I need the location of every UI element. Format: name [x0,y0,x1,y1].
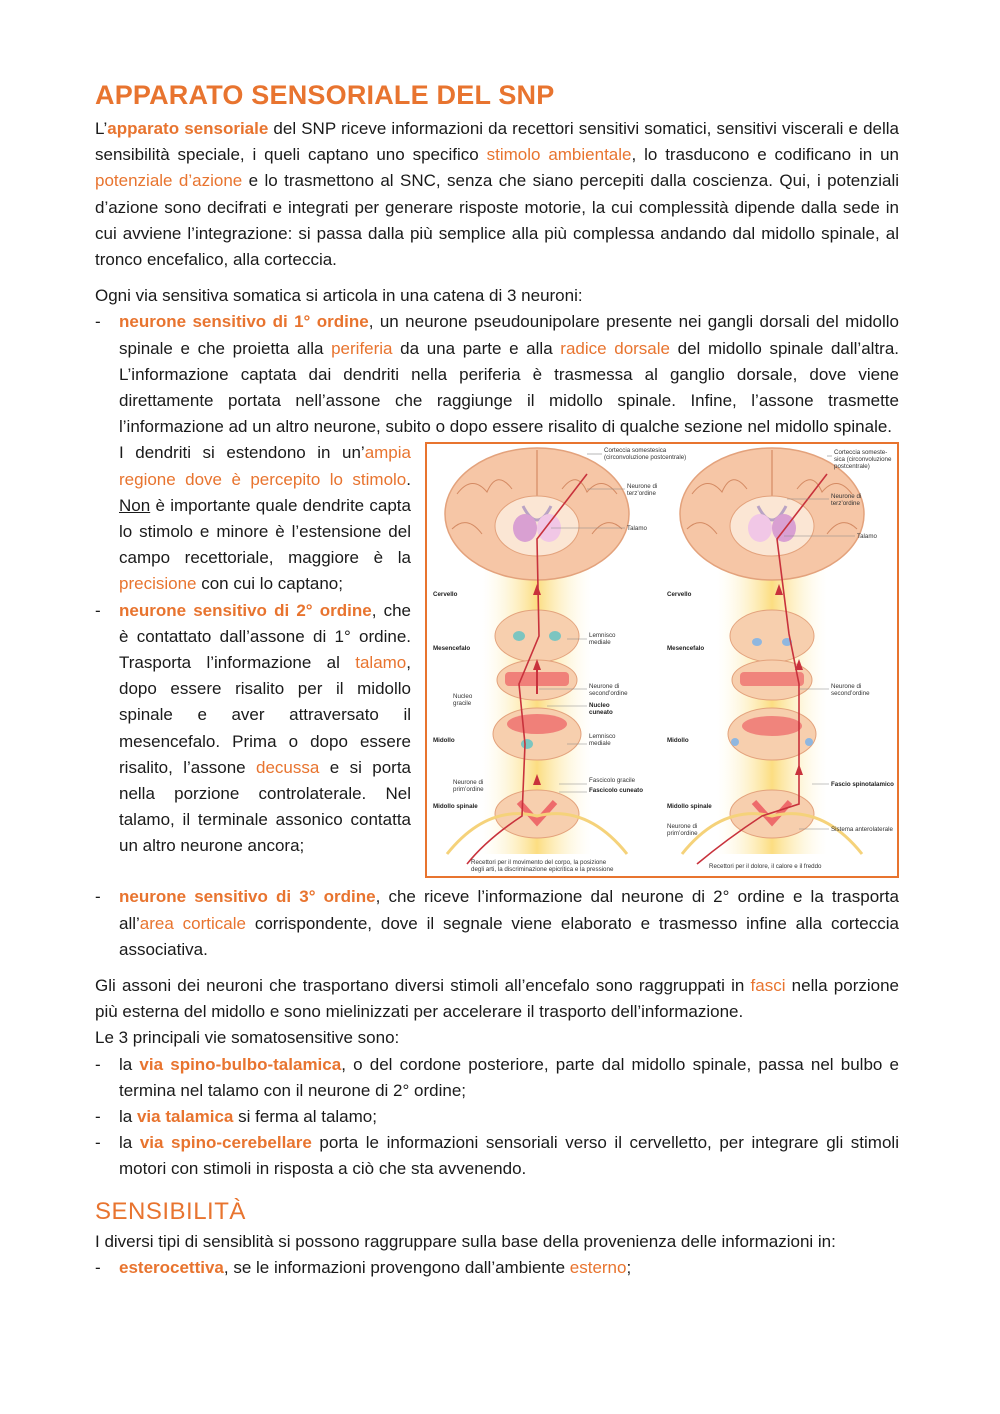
label-right-anterolateral: Sistema anterolaterale [831,826,893,834]
label-right-thalamus: Talamo [857,533,877,541]
svg-text:postcentrale): postcentrale) [834,463,870,471]
label-right-receptors: Recettori per il dolore, il calore e il freddo [709,863,822,871]
list-item-neuron-2: - neurone sensitivo di 2° ordine, che è contattato dall’assone di 1° ordine. Trasporta l’informazione al talamo, dopo essere risalito per il midollo spinale e aver attraversato il mesencefalo. Prima o dopo essere risalito, l’assone decussa e si porta nella porzione controlaterale. Nel talamo, il terminale assonico contatta un altro neurone ancora; [95,598,899,860]
svg-text:degli arti, la discriminazione: degli arti, la discriminazione epicritica e la pressione [471,866,614,874]
svg-text:mediale: mediale [589,740,611,748]
svg-text:gracile: gracile [453,700,472,708]
label-left-fgracilis: Fascicolo gracile [589,777,636,785]
label-left-spinal: Midollo spinale [433,803,478,811]
label-left-cerebrum: Cervello [433,591,458,599]
neuron-1-detail: I dendriti si estendono in un’ampia regione dove è percepito lo stimolo. Non è importante quale dendrite capta lo stimolo e minore è l’estensione del campo recettoriale, maggiore è la precisione con cui lo captano; [119,443,411,594]
list-item-sensibility: - esterocettiva, se le informazioni provengono dall’ambiente esterno; [95,1255,899,1281]
chain-intro: Ogni via sensitiva somatica si articola in una catena di 3 neuroni: [95,286,583,306]
list-item-pathway: - la via spino-bulbo-talamica, o del cordone posteriore, parte dal midollo spinale, passa nel bulbo e termina nel talamo con il neurone di 2° ordine; [95,1052,899,1104]
label-right-cerebrum: Cervello [667,591,692,599]
label-right-third-neuron: Neurone di [831,493,862,501]
label-left-fcuneatus: Fascicolo cuneato [589,787,643,795]
svg-text:prim’ordine: prim’ordine [453,786,484,794]
intro-paragraph: L’apparato sensoriale del SNP riceve informazioni da recettori sensitivi somatici, sensitivi viscerali e della sensibilità speciale, i queli captano uno specifico stimolo ambientale, lo trasducono e codificano in un potenziale d’azione e lo trasmettono al SNC, senza che siano percepiti dalla coscienza. Qui, i potenziali d’azione sono decifrati e integrati per generare risposte motorie, la cui complessità dipende dalla sede in cui avviene l’integrazione: si passa dalla più semplice alla più complessa andando dal midollo spinale, al tronco encefalico, alla corteccia. [95,119,899,270]
label-left-second-neuron: Neurone di [589,683,620,691]
label-left-thalamus: Talamo [627,525,647,533]
list-item-neuron-1: - neurone sensitivo di 1° ordine, un neurone pseudounipolare presente nei gangli dorsali del midollo spinale e che proietta alla periferia da una parte e alla radice dorsale del midollo spinale dall’altra. L’informazione captata dai dendriti nella periferia è trasmessa al ganglio dorsale, dove viene direttamente portata nell’assone che raggiunge il midollo spinale. Infine, l’assone trasmette l’informazione ad un altro neurone, subito o dopo essere risalito di qualche sezione nel midollo spinale. Corteccia somestesica (circonvoluzione postcentrale) Neurone di terz’ordine Talamo Cervello Mesencefalo Lemnisco mediale Neurone di second’ordine Nucleo gracile Nucleo cuneato Lemnisco mediale Midollo Neurone di prim’ordine Fascicolo gracile Fascicolo cuneato Midollo spinale Recettori per il movimento del corpo, la posizione degli arti, la discriminazione epicritica e la pressione Corteccia someste- sica (circonvoluzione postcentrale) Neurone di terz’ordine Talamo Cervello Mesencefalo Neurone di second’ordine Midollo Fascio spinotalamico Midollo spinale Neurone di prim’ordine Sistema anterolaterale Recettori per il dolore, il calore e il freddo I dendriti si estendono in un’ampia regione dove è percepito lo stimolo. Non è importante quale dendrite capta lo stimolo e minore è l’estensione del campo recettoriale, maggiore è la precisione con cui lo captano; [95,309,899,597]
label-right-medulla: Midollo [667,737,689,745]
label-right-spinothalamic: Fascio spinotalamico [831,781,894,789]
svg-text:cuneato: cuneato [589,709,613,717]
svg-text:prim’ordine: prim’ordine [667,830,698,838]
label-left-medulla: Midollo [433,737,455,745]
label-left-lemniscus: Lemnisco [589,632,616,640]
label-right-mesencephalon: Mesencefalo [667,645,705,653]
list-item-pathway: - la via talamica si ferma al talamo; [95,1104,899,1130]
label-left-lemniscus-b: Lemnisco [589,733,616,741]
label-left-cuneate: Nucleo [589,702,610,710]
list-item-pathway: - la via spino-cerebellare porta le informazioni sensoriali verso il cervelletto, per integrare gli stimoli motori con stimoli in risposta a ciò che sta avvenendo. [95,1130,899,1182]
label-left-mesencephalon: Mesencefalo [433,645,471,653]
svg-text:second’ordine: second’ordine [589,690,628,698]
tracts-paragraph: Gli assoni dei neuroni che trasportano diversi stimoli all’encefalo sono raggruppati in fasci nella porzione più esterna del midollo e sono mielinizzati per accelerare il trasporto dell’informazione. Le 3 principali vie somatosensitive sono: [95,976,900,1048]
page-title: APPARATO SENSORIALE DEL SNP [95,80,555,110]
section-title-sensibilita: SENSIBILITÀ [95,1197,246,1225]
list-item-neuron-3: - neurone sensitivo di 3° ordine, che riceve l’informazione dal neurone di 2° ordine e la trasporta all’area corticale corrispondente, dove il segnale viene elaborato e trasmesso infine alla corteccia associativa. [95,884,899,963]
sensibility-list [95,1255,899,1281]
svg-text:terz’ordine: terz’ordine [831,500,860,508]
label-right-cortex: Corteccia someste- [834,449,888,457]
svg-text:second’ordine: second’ordine [831,690,870,698]
svg-text:sica (circonvoluzione: sica (circonvoluzione [834,456,892,464]
document-content [95,78,899,1281]
svg-text:terz’ordine: terz’ordine [627,490,656,498]
sensibility-intro: I diversi tipi di sensiblità si possono raggruppare sulla base della provenienza delle informazioni in: [95,1231,836,1251]
label-right-spinal: Midollo spinale [667,803,712,811]
label-right-first-neuron: Neurone di [667,823,698,831]
neuron-list [95,309,899,963]
label-left-third-neuron: Neurone di [627,483,658,491]
pathway-list [95,1052,899,1183]
label-left-gracile: Nucleo [453,693,473,701]
svg-text:(circonvoluzione postcentrale): (circonvoluzione postcentrale) [604,454,687,462]
label-left-receptors: Recettori per il movimento del corpo, la posizione [471,859,607,867]
label-right-second-neuron: Neurone di [831,683,862,691]
label-left-cortex: Corteccia somestesica [604,447,667,455]
label-left-first-neuron: Neurone di [453,779,484,787]
svg-text:mediale: mediale [589,639,611,647]
